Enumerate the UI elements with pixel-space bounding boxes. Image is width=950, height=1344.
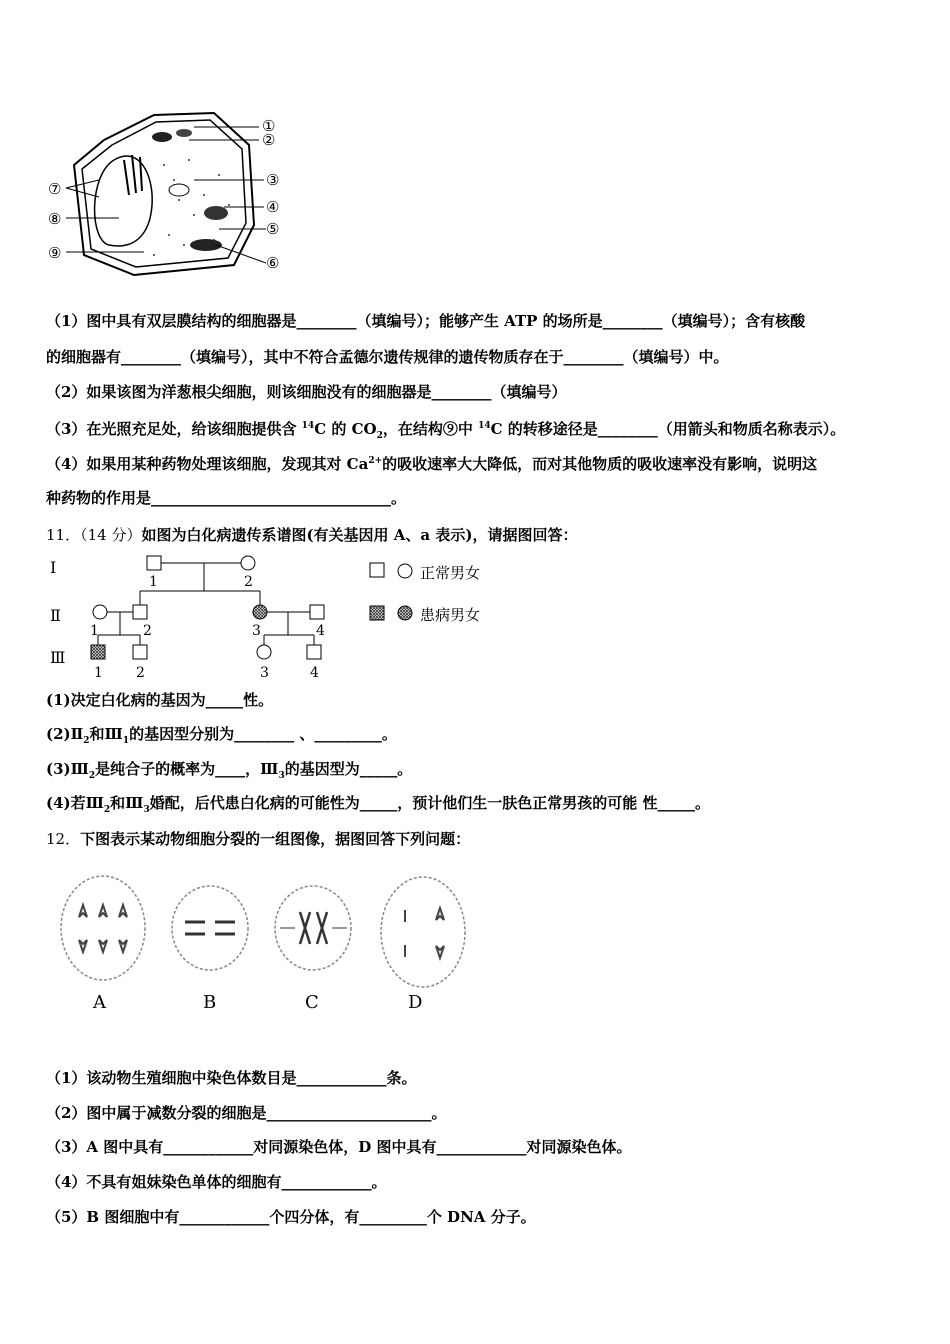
q12-sub5: （5）B 图细胞中有____________个四分体，有_________个 DNA 分子。 bbox=[46, 1208, 536, 1226]
label-C: C bbox=[305, 992, 319, 1013]
svg-text:1: 1 bbox=[149, 574, 158, 590]
III-2-male bbox=[133, 645, 147, 659]
q10-part3: （3）在光照充足处，给该细胞提供含 $^{14}$C 的 $CO_2$，在结构⑨中 $^{14}$C 的转移途径是________（用箭头和物质名称表示）。 bbox=[46, 420, 846, 441]
II-1-female bbox=[93, 605, 107, 619]
svg-text:3: 3 bbox=[252, 623, 261, 639]
II-3-female-affected bbox=[253, 605, 267, 619]
label-B: B bbox=[203, 992, 217, 1013]
pedigree-legend-symbols bbox=[368, 560, 418, 630]
q10-part4-line2: 种药物的作用是________________________________。 bbox=[46, 489, 407, 507]
legend-affected-label: 患病男女 bbox=[420, 606, 481, 624]
q11-sub3: $(3)Ⅲ_2$是纯合子的概率为____，$Ⅲ_3$的基因型为_____。 bbox=[46, 760, 413, 781]
III-1-male-affected bbox=[91, 645, 105, 659]
legend-normal-male bbox=[370, 563, 384, 577]
gen-II: Ⅱ bbox=[50, 606, 61, 625]
chloroplast bbox=[152, 132, 172, 142]
cell-B bbox=[172, 886, 248, 970]
legend-normal-female bbox=[398, 564, 412, 578]
svg-text:2: 2 bbox=[136, 665, 145, 681]
q10-part4-line1: （4）如果用某种药物处理该细胞，发现其对 $Ca^{2+}$的吸收速率大大降低，而对其他物质的吸收速率没有影响，说明这 bbox=[46, 455, 818, 473]
svg-text:4: 4 bbox=[310, 665, 319, 681]
legend-affected-female bbox=[398, 606, 412, 620]
q11-sub4: (4)若$Ⅲ_2$和$Ⅲ_3$婚配，后代患白化病的可能性为_____，预计他们生一肤色正常男孩的可能 性_____。 bbox=[46, 794, 710, 815]
golgi bbox=[124, 155, 142, 195]
q11-sub1: (1)决定白化病的基因为_____性。 bbox=[46, 691, 274, 709]
gen-III: Ⅲ bbox=[50, 648, 66, 667]
q12-sub4: （4）不具有姐妹染色单体的细胞有____________。 bbox=[46, 1173, 387, 1191]
label-5: ⑤ bbox=[266, 220, 280, 238]
q12-sub2: （2）图中属于减数分裂的细胞是______________________。 bbox=[46, 1104, 447, 1122]
label-A: A bbox=[93, 992, 106, 1013]
label-2: ② bbox=[262, 131, 276, 149]
pedigree-chart bbox=[40, 553, 340, 683]
svg-text:1: 1 bbox=[94, 665, 103, 681]
plant-cell-diagram bbox=[44, 105, 294, 280]
q11-sub2: $(2)Ⅱ_2$和$Ⅲ_1$的基因型分别为________ 、_________。 bbox=[46, 725, 397, 746]
svg-text:2: 2 bbox=[244, 574, 253, 590]
label-D: D bbox=[408, 992, 423, 1013]
svg-text:3: 3 bbox=[260, 665, 269, 681]
cell-division-figures bbox=[55, 870, 475, 1020]
III-4-male bbox=[307, 645, 321, 659]
q12-heading: 12．下图表示某动物细胞分裂的一组图像，据图回答下列问题： bbox=[46, 830, 471, 848]
label-8: ⑧ bbox=[48, 210, 62, 228]
legend-normal-label: 正常男女 bbox=[420, 564, 481, 582]
II-2-male bbox=[133, 605, 147, 619]
q10-part1-line1: （1）图中具有双层膜结构的细胞器是________（填编号）；能够产生 ATP 的场所是________（填编号）；含有核酸 bbox=[46, 312, 806, 330]
svg-text:2: 2 bbox=[143, 623, 152, 639]
II-4-male bbox=[310, 605, 324, 619]
q12-sub3: （3）A 图中具有____________对同源染色体，D 图中具有____________对同源染色体。 bbox=[46, 1138, 632, 1156]
vacuole bbox=[95, 156, 153, 246]
I-2-female bbox=[241, 556, 255, 570]
III-3-female bbox=[257, 645, 271, 659]
mitochondrion bbox=[204, 206, 228, 220]
gen-I: Ⅰ bbox=[50, 558, 57, 577]
q10-part2: （2）如果该图为洋葱根尖细胞，则该细胞没有的细胞器是________（填编号） bbox=[46, 383, 567, 401]
I-1-male bbox=[147, 556, 161, 570]
legend-affected-male bbox=[370, 606, 384, 620]
label-9: ⑨ bbox=[48, 244, 62, 262]
label-4: ④ bbox=[266, 198, 280, 216]
q11-heading: 11．（14 分）如图为白化病遗传系谱图(有关基因用 A、a 表示)，请据图回答： bbox=[46, 526, 578, 544]
q10-part1-line2: 的细胞器有________（填编号），其中不符合孟德尔遗传规律的遗传物质存在于________（填编号）中。 bbox=[46, 348, 729, 366]
label-7: ⑦ bbox=[48, 180, 62, 198]
label-1: ① bbox=[262, 117, 276, 135]
svg-text:1: 1 bbox=[90, 623, 99, 639]
cell-D bbox=[381, 877, 465, 987]
q12-sub1: （1）该动物生殖细胞中染色体数目是____________条。 bbox=[46, 1069, 417, 1087]
cell-A bbox=[61, 876, 145, 980]
label-3: ③ bbox=[266, 171, 280, 189]
svg-text:4: 4 bbox=[316, 623, 325, 639]
label-6: ⑥ bbox=[266, 254, 280, 272]
